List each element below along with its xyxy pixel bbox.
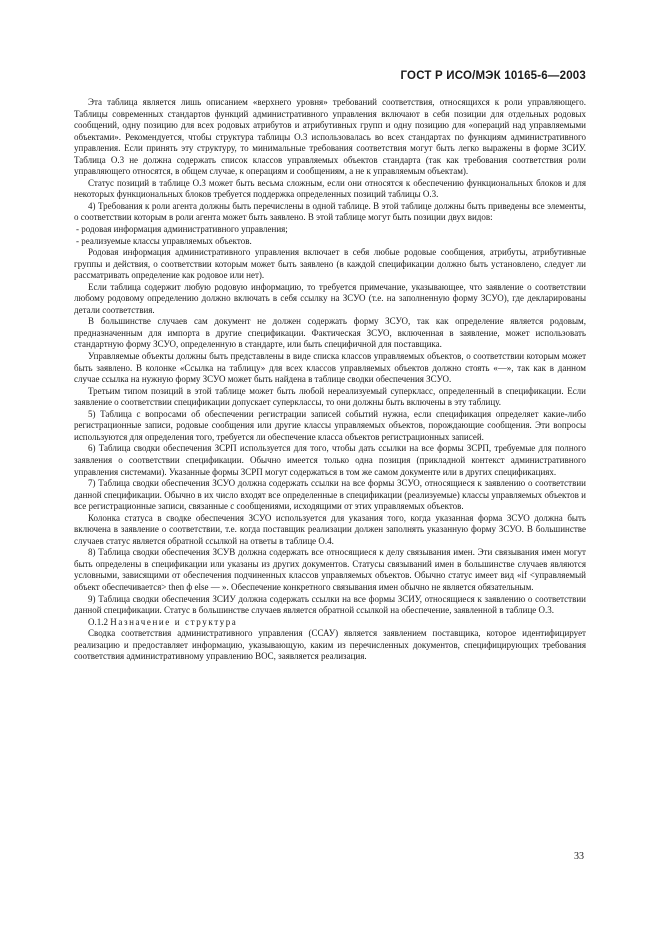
paragraph: 6) Таблица сводки обеспечения ЗСРП используется для того, чтобы дать ссылки на все формы ЗСРП, требуемые для полного заявления о соответствии спецификации. Обычно имеется только одна позиция (прикладной контекст административного управления системами). Указанные формы ЗСРП могут содержаться в том же самом документе или в других спецификациях. (74, 443, 586, 477)
paragraph: Если таблица содержит любую родовую информацию, то требуется примечание, указывающее, что заявление о соответствии любому родовому определению должно включать в себя ссылку на ЗСУО (т.е. на заполненную форму ЗСУО), где декларированы детали соответствия. (74, 281, 586, 315)
section-title: Назначение и структура (110, 616, 238, 627)
paragraph: Родовая информация административного управления включает в себя любые родовые сообщения, атрибуты, атрибутивные группы и действия, о соответствии которым может быть заявлено (в каждой спецификации должно быть установлено, следует ли рассматривать определение как родовое или нет). (74, 247, 586, 281)
paragraph: Статус позиций в таблице О.3 может быть весьма сложным, если они относятся к обеспечению функциональных блоков и для некоторых функциональных блоков требуется поддержка определенных позиций таблицы О.3. (74, 177, 586, 200)
list-item: - родовая информация административного управления; (76, 224, 288, 235)
standard-header: ГОСТ Р ИСО/МЭК 10165-6—2003 (400, 70, 586, 82)
paragraph: Третьим типом позиций в этой таблице может быть любой нереализуемый суперкласс, определенный в спецификации. Если заявление о соответствии спецификации допускает суперклассы, то они должны быть включены в эту таблицу. (74, 385, 586, 408)
document-body (74, 97, 586, 663)
paragraph: 8) Таблица сводки обеспечения ЗСУВ должна содержать все относящиеся к делу связывания имен. Эти связывания имен могут быть определены в спецификации или указаны из других документов. Статусы связываний имен в большинстве случаев являются условными, зависящими от обеспечения подчиненных классов управляемых объектов. Обычно статус имеет вид «if <управляемый объект обеспечивается> then ф else — ». Обеспечение конкретного связывания имен обычно не является обязательным. (74, 547, 586, 592)
paragraph: В большинстве случаев сам документ не должен содержать форму ЗСУО, так как определение является родовым, предназначенным для импорта в другие спецификации. Фактическая ЗСУО, включенная в заявление, может использовать стандартную форму ЗСУО, определенную в стандарте, или быть специфичной для поставщика. (74, 316, 586, 350)
paragraph: Сводка соответствия административного управления (ССАУ) является заявлением поставщика, которое идентифицирует реализацию и предоставляет информацию, указывающую, каким из перечисленных документов, специфицирующих требования соответствия административному управлению ВОС, заявляется реализация. (74, 628, 586, 662)
paragraph: Колонка статуса в сводке обеспечения ЗСУО используется для указания того, когда указанная форма ЗСУО должна быть включена в заявление о соответствии, т.е. когда поставщик реализации должен заполнять указанную форму ЗСУО. В большинстве случаев статус является обратной ссылкой на ответы в таблице О.4. (74, 512, 586, 546)
paragraph: Эта таблица является лишь описанием «верхнего уровня» требований соответствия, относящихся к роли управляющего. Таблицы современных стандартов функций административного управления включают в себя позиции для отдельных родовых сообщений, одну позицию для всех родовых атрибутов и атрибутивных групп и одну позицию для «операций над управляемыми объектами». Рекомендуется, чтобы структура таблицы О.3 использовалась во всех стандартах по функциям административного управления. Если принять эту структуру, то минимальные требования соответствия могут быть легко выражены в форме ЗСИУ. Таблица О.3 не должна содержать список классов управляемых объектов стандарта (так как требования соответствия роли управляющего относятся, в общем случае, к операциям и сообщениям, а не к управляемым объектам). (74, 97, 586, 177)
paragraph: Управляемые объекты должны быть представлены в виде списка классов управляемых объектов, о соответствии которым может быть заявлено. В колонке «Ссылка на таблицу» для всех классов управляемых объектов должно стоять «—», так как в данном случае ссылка на нужную форму ЗСУО может быть найдена в таблице сводки обеспечения ЗСУО. (74, 351, 586, 385)
section-heading (74, 617, 586, 629)
paragraph: 4) Требования к роли агента должны быть перечислены в одной таблице. В этой таблице должны быть приведены все элементы, о соответствии которым в роли агента может быть заявлено. В этой таблице могут быть позиции двух видов: (74, 200, 586, 223)
paragraph: 7) Таблица сводки обеспечения ЗСУО должна содержать ссылки на все формы ЗСУО, относящиеся к заявлению о соответствии данной спецификации. Обычно в их число входят все определенные в спецификации (реализуемые) классы управляемых объектов и все регистрационные записи, связанные с сообщениями, исходящими от этих управляемых объектов. (74, 478, 586, 512)
list-item: - реализуемые классы управляемых объектов. (76, 235, 252, 246)
section-number: О.1.2 (88, 616, 108, 627)
paragraph: 5) Таблица с вопросами об обеспечении регистрации записей событий нужна, если спецификация определяет какие-либо регистрационные записи, родовые сообщения или другие классы управляемых объектов, порождающие сообщения. Эти вопросы используются для определения того, требуется ли обеспечение класса объектов регистрационных записей. (74, 408, 586, 442)
paragraph: 9) Таблица сводки обеспечения ЗСИУ должна содержать ссылки на все формы ЗСИУ, относящиеся к заявлению о соответствии данной спецификации. Статус в большинстве случаев является обратной ссылкой на обеспечение, заявленной в таблице О.3. (74, 593, 586, 616)
page-number: 33 (574, 851, 584, 862)
